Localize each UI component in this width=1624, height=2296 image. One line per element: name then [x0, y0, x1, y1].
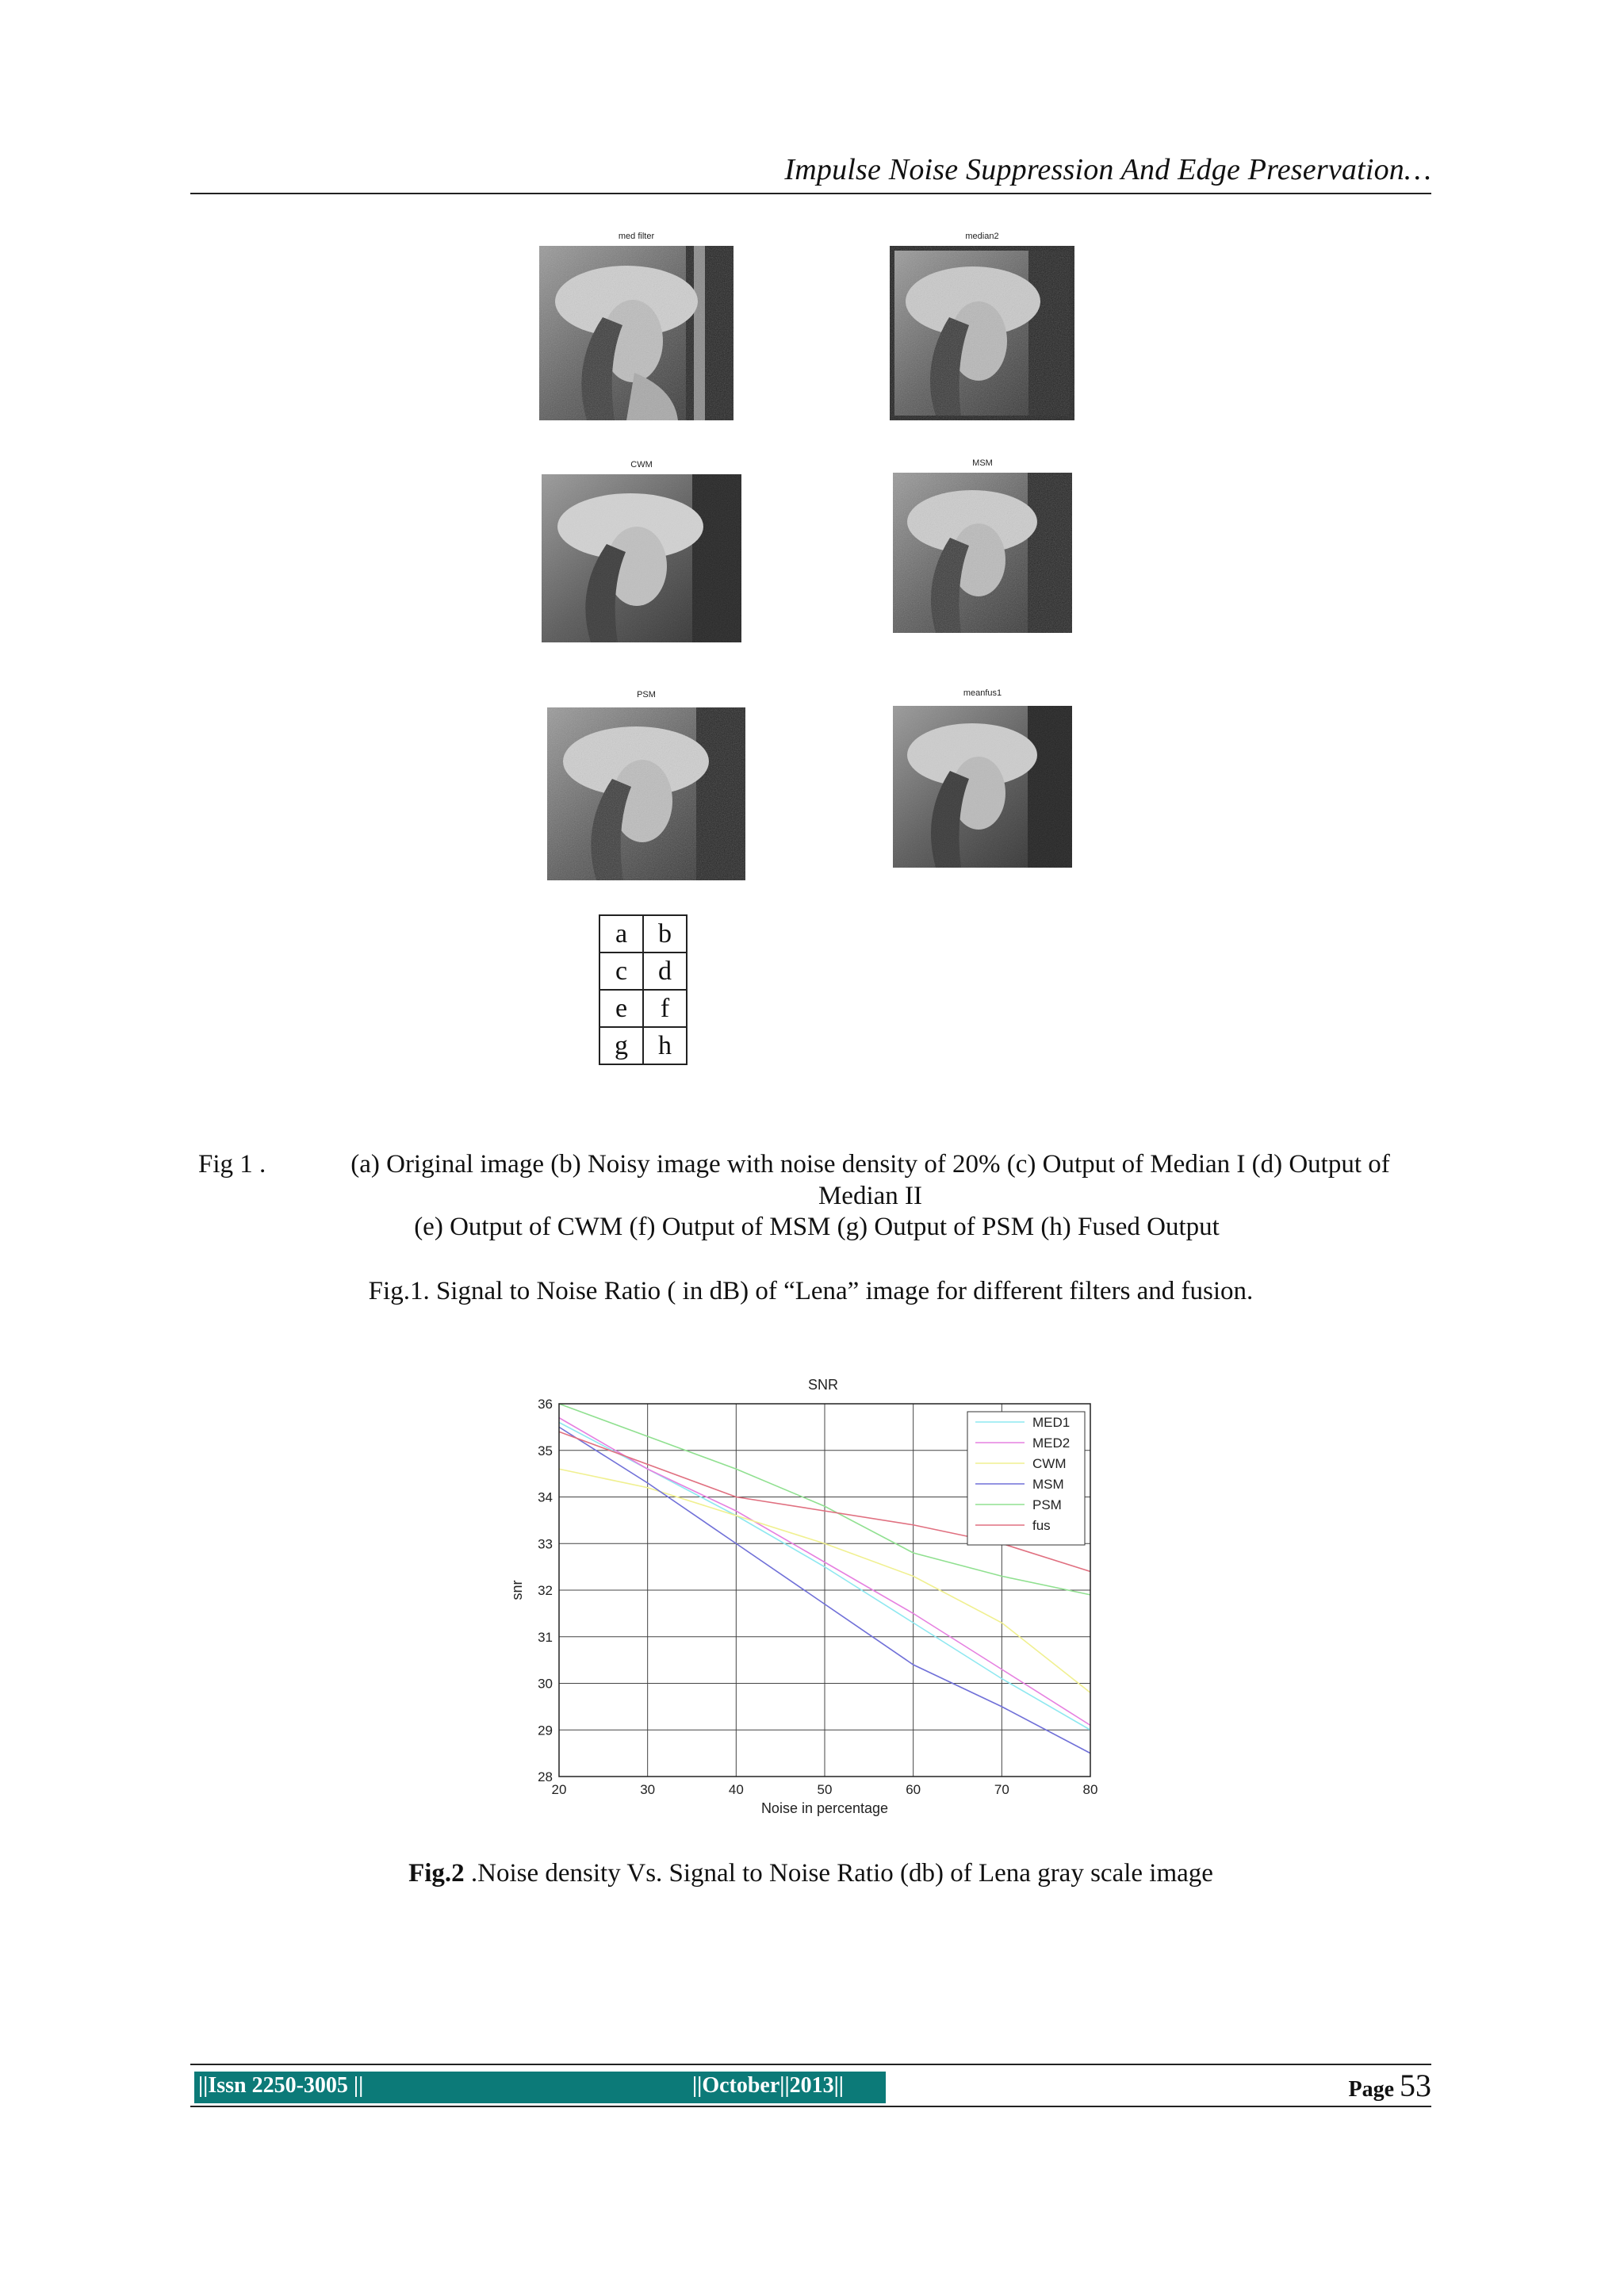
running-head: Impulse Noise Suppression And Edge Preservation…	[784, 153, 1431, 186]
snr-chart	[492, 1372, 1110, 1824]
legend-label: fus	[1032, 1518, 1051, 1533]
panel-title: CWM	[630, 460, 653, 470]
x-tick-label: 20	[551, 1782, 567, 1797]
x-tick-label: 30	[640, 1782, 656, 1797]
y-axis-label: snr	[509, 1580, 525, 1600]
fig1-caption-line2: (e) Output of CWM (f) Output of MSM (g) Output of PSM (h) Fused Output	[414, 1213, 1220, 1241]
lena-image-med-filter	[539, 246, 733, 420]
lena-image-psm	[547, 707, 745, 880]
footer-date: ||October||2013||	[692, 2073, 844, 2098]
panel-layout-key	[599, 914, 688, 1065]
legend-label: MED1	[1032, 1415, 1071, 1430]
y-tick-label: 36	[538, 1397, 553, 1412]
fig2-caption-bold: Fig.2	[408, 1859, 465, 1888]
footer-issn: ||Issn 2250-3005 ||	[198, 2073, 364, 2098]
lena-image-msm	[893, 473, 1072, 633]
y-tick-label: 28	[538, 1769, 553, 1784]
key-cell: f	[643, 990, 687, 1027]
x-tick-label: 80	[1082, 1782, 1098, 1797]
page-number: 53	[1400, 2068, 1431, 2103]
panel-b	[890, 232, 1074, 422]
y-tick-label: 29	[538, 1723, 553, 1738]
x-axis-label: Noise in percentage	[760, 1800, 889, 1816]
header-rule	[190, 193, 1431, 194]
panel-title: meanfus1	[963, 688, 1002, 698]
x-tick-label: 40	[728, 1782, 744, 1797]
fig2-caption	[190, 1857, 1431, 1889]
key-cell: d	[643, 953, 687, 990]
lena-image-cwm	[542, 474, 741, 642]
chart-legend	[967, 1412, 1085, 1545]
panel-title: median2	[965, 232, 999, 241]
panel-a	[539, 232, 733, 422]
panel-f	[893, 688, 1072, 868]
legend-label: MED2	[1032, 1435, 1071, 1451]
panel-title: MSM	[972, 458, 993, 468]
chart-title: SNR	[807, 1377, 839, 1393]
key-cell: a	[599, 915, 643, 953]
key-cell: g	[599, 1027, 643, 1064]
key-cell: h	[643, 1027, 687, 1064]
legend-label: PSM	[1032, 1497, 1062, 1512]
key-cell: c	[599, 953, 643, 990]
footer-rule-top	[190, 2064, 1431, 2065]
x-tick-label: 70	[994, 1782, 1009, 1797]
footer-page	[1348, 2067, 1431, 2104]
x-tick-label: 50	[817, 1782, 833, 1797]
key-cell: b	[643, 915, 687, 953]
y-tick-label: 35	[538, 1443, 553, 1458]
panel-e	[547, 690, 745, 880]
x-tick-label: 60	[906, 1782, 921, 1797]
y-tick-label: 31	[538, 1629, 553, 1645]
fig1-snr-caption: Fig.1. Signal to Noise Ratio ( in dB) of “Lena” image for different filters and fusion.	[368, 1277, 1254, 1305]
legend-label: CWM	[1032, 1456, 1067, 1471]
key-cell: e	[599, 990, 643, 1027]
fig1-caption-line1: (a) Original image (b) Noisy image with noise density of 20% (c) Output of Median I (d) Output of Median II	[350, 1150, 1390, 1210]
y-tick-label: 32	[538, 1583, 553, 1598]
fig1-label: Fig 1 .	[198, 1150, 266, 1179]
panel-title: PSM	[637, 690, 656, 700]
footer-rule-bottom	[190, 2106, 1431, 2107]
legend-label: MSM	[1032, 1477, 1064, 1492]
lena-image-meanfus1	[893, 706, 1072, 868]
fig2-caption-text: .Noise density Vs. Signal to Noise Ratio (db) of Lena gray scale image	[464, 1859, 1213, 1888]
page-label: Page	[1348, 2077, 1394, 2102]
lena-image-median2	[890, 246, 1074, 420]
y-tick-label: 30	[538, 1676, 553, 1692]
panel-d	[893, 458, 1072, 634]
y-tick-label: 34	[538, 1489, 553, 1505]
panel-c	[542, 460, 741, 644]
panel-title: med filter	[618, 232, 655, 241]
y-tick-label: 33	[538, 1536, 553, 1552]
